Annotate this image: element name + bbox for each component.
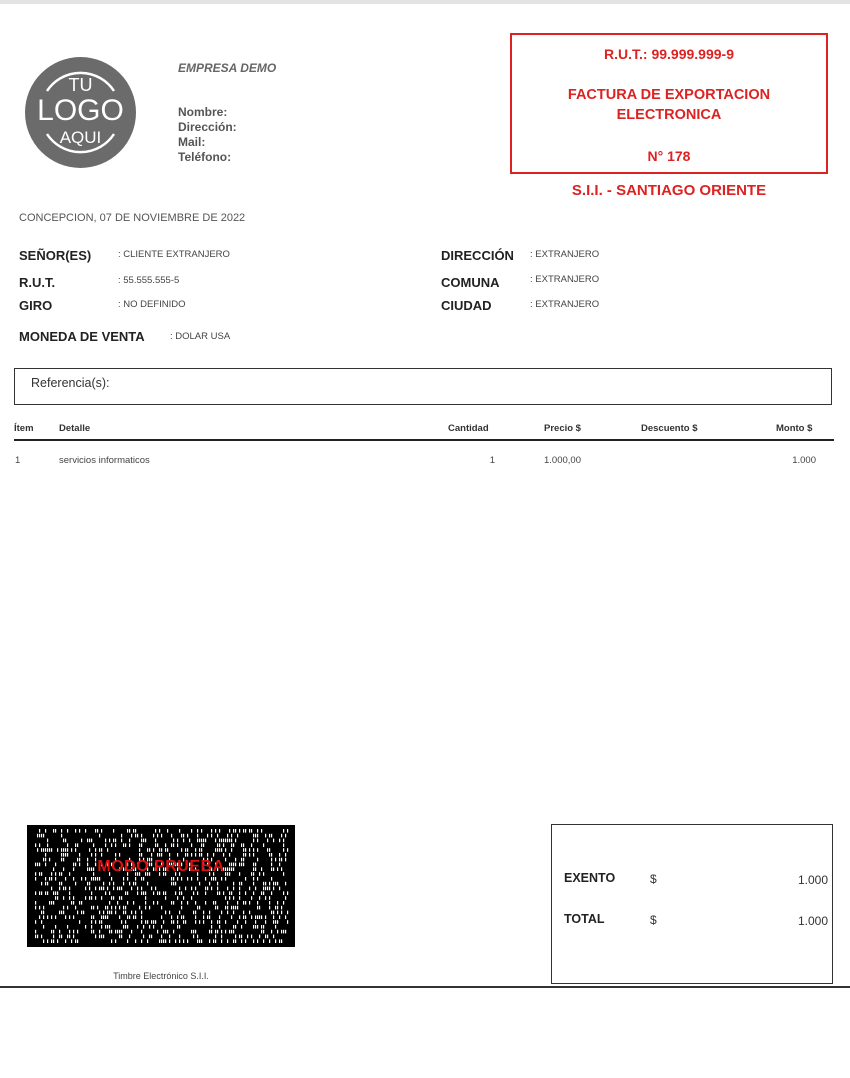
total-value: 1.000 [797, 914, 828, 928]
col-header-monto: Monto $ [776, 423, 813, 434]
exento-currency: $ [650, 872, 657, 886]
ciudad-label: CIUDAD [441, 298, 492, 313]
stamp-test-mode-text: MODO PRUEBA [97, 858, 225, 875]
giro-value: : NO DEFINIDO [118, 299, 186, 310]
logo-line-3: AQUI [59, 128, 102, 147]
cell-item: 1 [15, 455, 21, 466]
ciudad-value: : EXTRANJERO [530, 299, 600, 310]
cell-cantidad: 1 [489, 455, 495, 466]
comuna-value: : EXTRANJERO [530, 274, 600, 285]
col-header-precio: Precio $ [544, 423, 581, 434]
nombre-label: Nombre: [178, 105, 228, 119]
cell-monto: 1.000 [792, 455, 816, 466]
company-logo [25, 57, 136, 168]
references-label: Referencia(s): [31, 376, 110, 390]
col-header-item: Ítem [14, 423, 34, 434]
table-header-rule [14, 439, 834, 441]
cell-detalle: servicios informaticos [59, 455, 150, 466]
moneda-label: MONEDA DE VENTA [19, 329, 145, 344]
company-name: EMPRESA DEMO [178, 61, 277, 75]
telefono-label: Teléfono: [178, 150, 232, 164]
cell-precio: 1.000,00 [544, 455, 581, 466]
exento-label: EXENTO [564, 871, 616, 885]
rut-value: : 55.555.555-5 [118, 275, 180, 286]
electronic-stamp-barcode [27, 825, 295, 947]
document-number: N° 178 [647, 148, 691, 164]
senores-label: SEÑOR(ES) [19, 248, 92, 263]
exento-value: 1.000 [797, 873, 828, 887]
col-header-cantidad: Cantidad [448, 423, 489, 434]
emisor-rut: R.U.T.: 99.999.999-9 [604, 46, 734, 62]
references-box [14, 368, 832, 405]
emisor-contact [178, 105, 237, 165]
total-currency: $ [650, 913, 657, 927]
sii-office: S.I.I. - SANTIAGO ORIENTE [571, 182, 767, 199]
page-bottom-rule [0, 986, 850, 988]
totals-box [551, 824, 833, 984]
col-header-descuento: Descuento $ [641, 423, 698, 434]
direccion-label-receptor: DIRECCIÓN [441, 248, 514, 263]
document-type: FACTURA DE EXPORTACION ELECTRONICA [567, 87, 771, 123]
document-id-box [510, 33, 828, 174]
moneda-value: : DOLAR USA [170, 331, 231, 342]
issue-date: CONCEPCION, 07 DE NOVIEMBRE DE 2022 [19, 212, 246, 224]
rut-label: R.U.T. [19, 275, 56, 290]
logo-line-2: LOGO [37, 94, 124, 127]
comuna-label: COMUNA [441, 275, 500, 290]
stamp-caption: Timbre Electrónico S.I.I. [113, 971, 209, 981]
senores-value: : CLIENTE EXTRANJERO [118, 249, 230, 260]
mail-label: Mail: [178, 135, 206, 149]
total-label: TOTAL [564, 912, 605, 926]
giro-label: GIRO [19, 298, 53, 313]
direccion-value: : EXTRANJERO [530, 249, 600, 260]
top-border [0, 0, 850, 4]
direccion-label: Dirección: [178, 120, 237, 134]
col-header-detalle: Detalle [59, 423, 91, 434]
logo-line-1: TU [68, 75, 93, 95]
